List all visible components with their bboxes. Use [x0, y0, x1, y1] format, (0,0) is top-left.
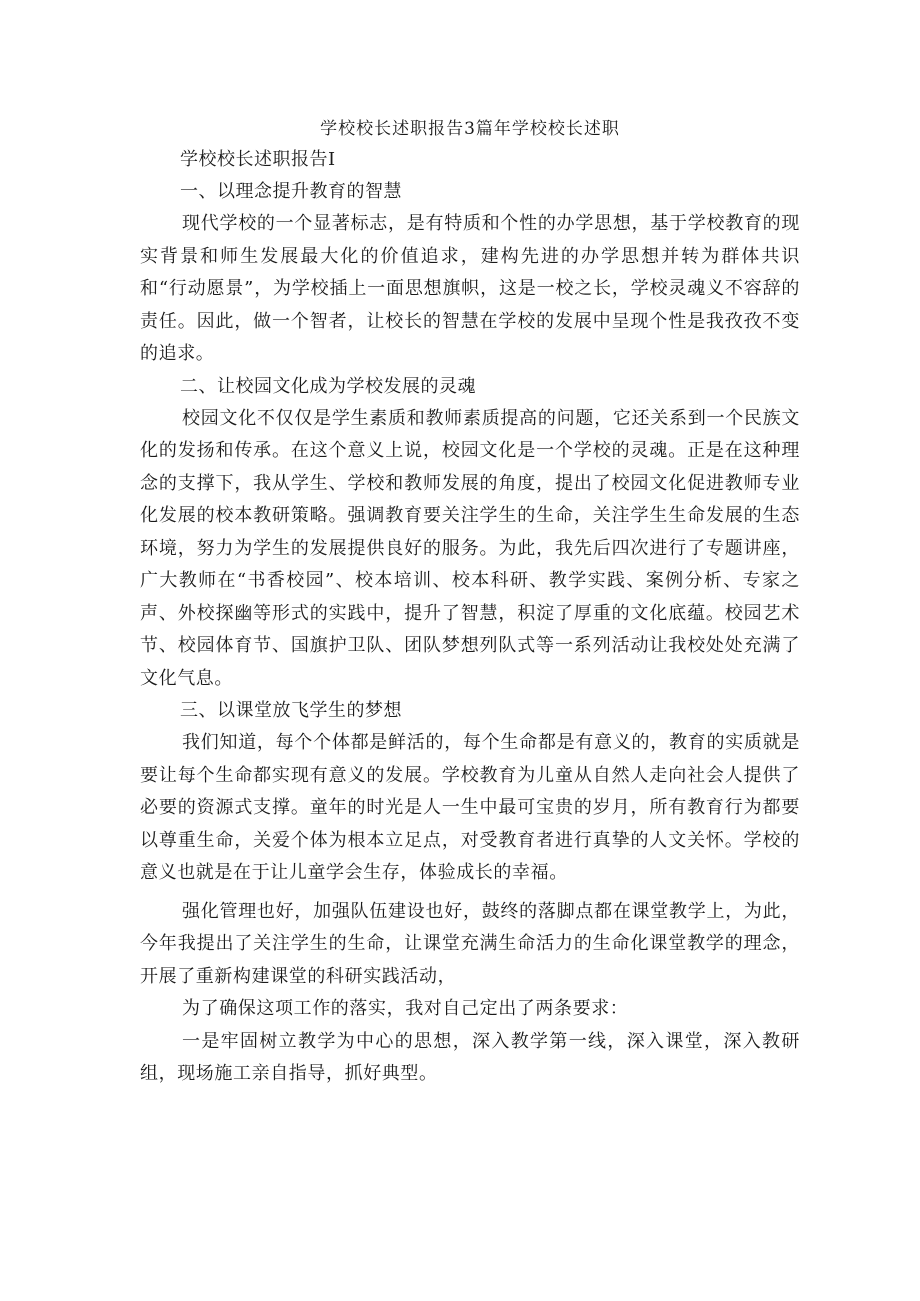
section-3-paragraph-2: 强化管理也好，加强队伍建设也好，鼓终的落脚点都在课堂教学上，为此，今年我提出了关注学生的生命，让课堂充满生命活力的生命化课堂教学的理念，开展了重新构建课堂的科研实践活动，: [140, 900, 800, 987]
section-3-paragraph-3: 为了确保这项工作的落实，我对自己定出了两条要求：: [182, 998, 629, 1019]
section-1-paragraph-1: 现代学校的一个显著标志，是有特质和个性的办学思想，基于学校教育的现实背景和师生发展最大化的价值追求，建构先进的办学思想并转为群体共识和“行动愿景”，为学校插上一面思想旗帜，这是一校之长，学校灵魂义不容辞的责任。因此，做一个智者，让校长的智慧在学校的发展中呈现个性是我孜孜不变的追求。: [140, 213, 800, 364]
report-subtitle: 学校校长述职报告Ⅰ: [180, 149, 336, 170]
section-heading-2: 二、让校园文化成为学校发展的灵魂: [180, 375, 476, 397]
section-heading-1: 一、以理念提升教育的智慧: [180, 181, 402, 202]
section-3-paragraph-4: 一是牢固树立教学为中心的思想，深入教学第一线，深入课堂，深入教研组，现场施工亲自指导，抓好典型。: [140, 1030, 800, 1084]
section-heading-3: 三、以课堂放飞学生的梦想: [180, 700, 402, 721]
document-body: [140, 114, 800, 1091]
section-3-paragraph-1: 我们知道，每个个体都是鲜活的，每个生命都是有意义的，教育的实质就是要让每个生命都实现有意义的发展。学校教育为儿童从自然人走向社会人提供了必要的资源式支撑。童年的时光是人一生中最可宝贵的岁月，所有教育行为都要以尊重生命，关爱个体为根本立足点，对受教育者进行真挚的人文关怀。学校的意义也就是在于让儿童学会生存，体验成长的幸福。: [140, 732, 800, 883]
section-2-paragraph-1: 校园文化不仅仅是学生素质和教师素质提高的问题，它还关系到一个民族文化的发扬和传承。在这个意义上说，校园文化是一个学校的灵魂。正是在这种理念的支撑下，我从学生、学校和教师发展的角度，提出了校园文化促进教师专业化发展的校本教研策略。强调教育要关注学生的生命，关注学生生命发展的生态环境，努力为学生的发展提供良好的服务。为此，我先后四次进行了专题讲座，广大教师在“书香校园”、校本培训、校本科研、教学实践、案例分析、专家之声、外校探幽等形式的实践中，提升了智慧，积淀了厚重的文化底蕴。校园艺术节、校园体育节、国旗护卫队、团队梦想列队式等一系列活动让我校处处充满了文化气息。: [140, 407, 800, 689]
document-title: 学校校长述职报告3篇年学校校长述职: [320, 119, 620, 139]
